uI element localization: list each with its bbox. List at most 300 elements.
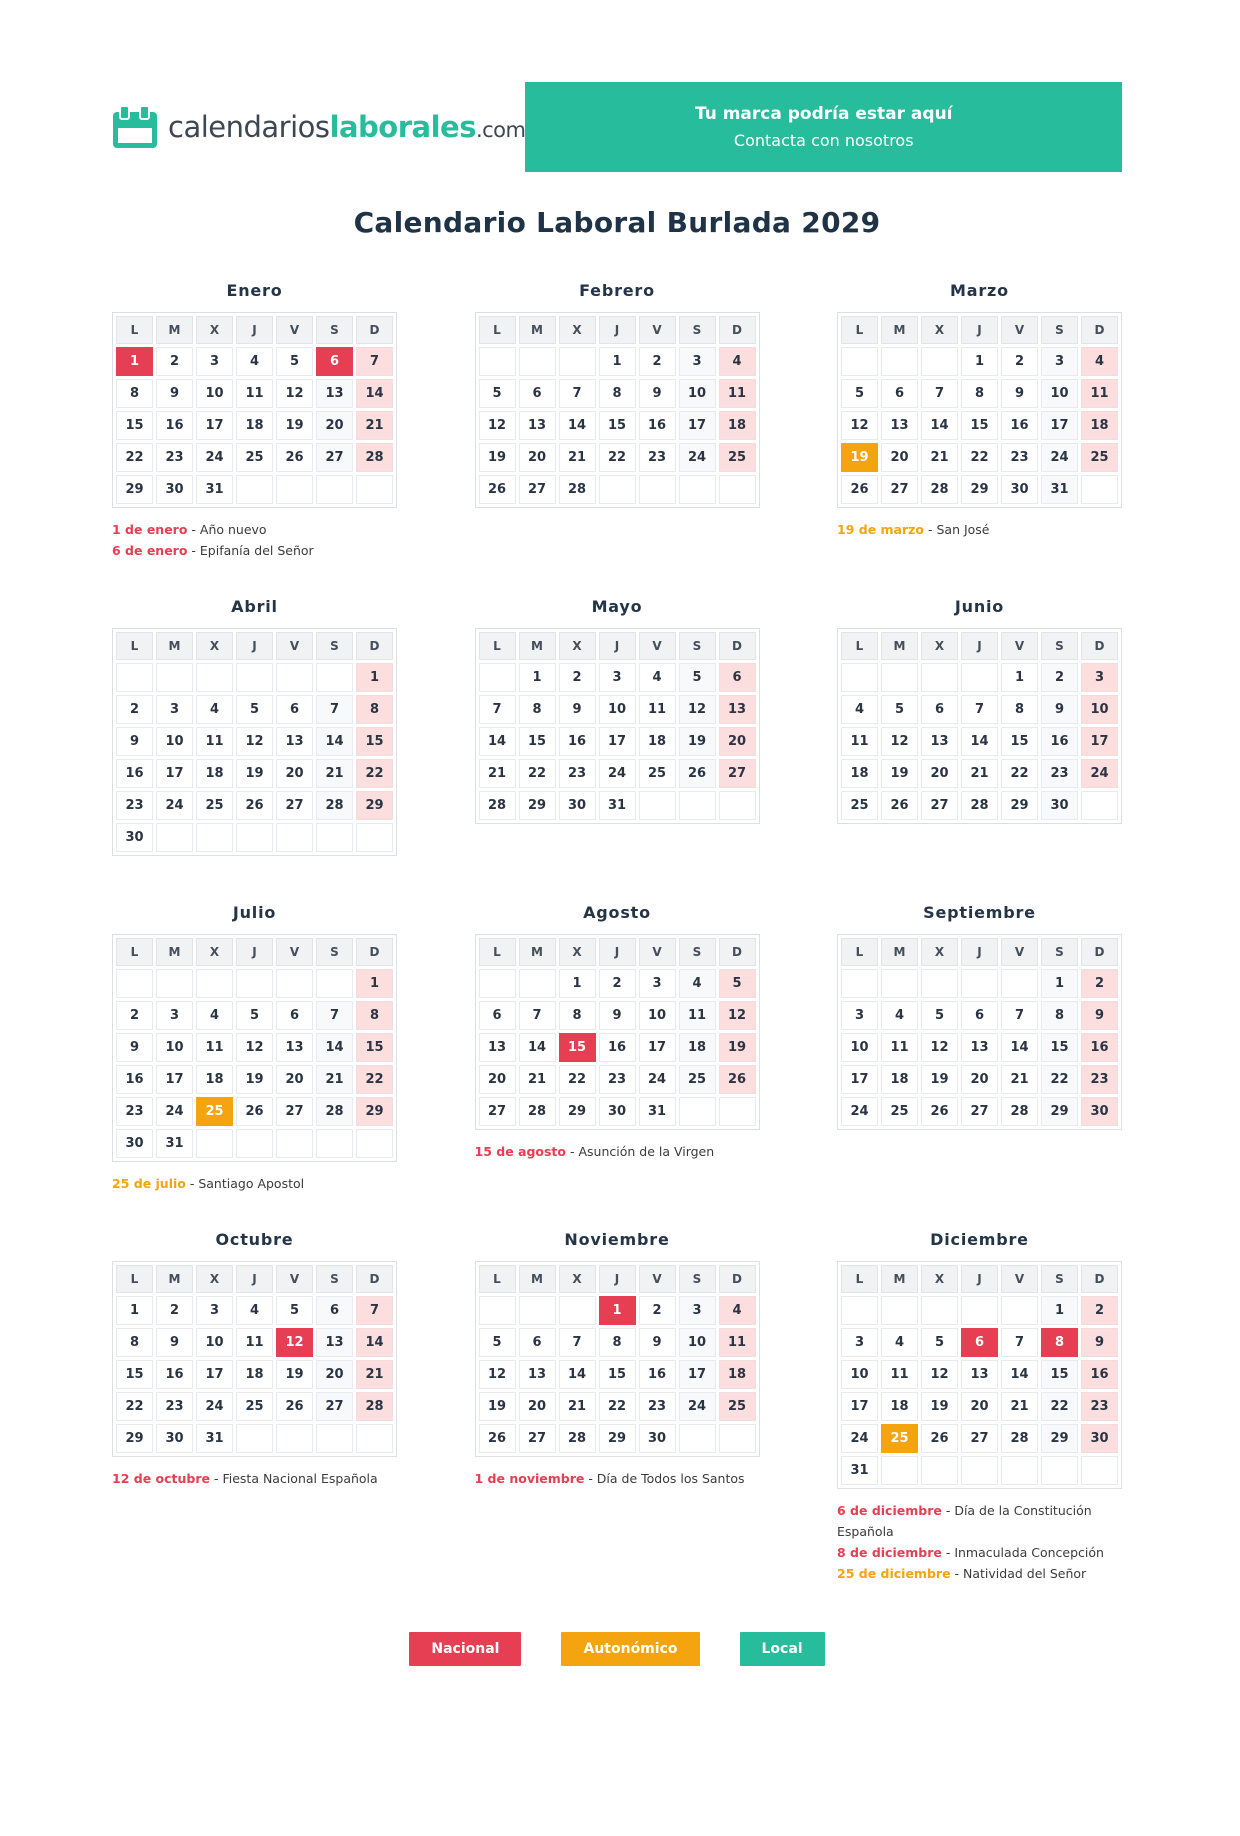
day-cell: 12 [881, 727, 918, 756]
week-row [116, 1001, 393, 1030]
day-cell: 27 [316, 1392, 353, 1421]
weekday-header: M [519, 1265, 556, 1293]
months-grid [112, 281, 1122, 1584]
month-title: Mayo [591, 597, 643, 616]
day-cell: 7 [921, 379, 958, 408]
day-cell: 5 [679, 663, 716, 692]
week-row [479, 663, 756, 692]
day-cell: 13 [316, 1328, 353, 1357]
day-cell: 10 [679, 1328, 716, 1357]
week-row [479, 791, 756, 820]
weekday-header: L [116, 632, 153, 660]
day-cell: 14 [356, 1328, 393, 1357]
day-cell: 10 [599, 695, 636, 724]
month-block [112, 597, 397, 867]
week-row [116, 791, 393, 820]
day-cell: 28 [559, 1424, 596, 1453]
day-cell: 27 [881, 475, 918, 504]
empty-cell [679, 791, 716, 820]
weekday-header: X [559, 1265, 596, 1293]
day-cell: 10 [1081, 695, 1118, 724]
empty-cell [719, 475, 756, 504]
weekday-header: M [156, 1265, 193, 1293]
empty-cell [719, 791, 756, 820]
day-cell: 19 [479, 443, 516, 472]
day-cell: 18 [719, 1360, 756, 1389]
day-cell: 4 [719, 1296, 756, 1325]
weekday-header: V [1001, 316, 1038, 344]
day-cell: 22 [519, 759, 556, 788]
day-cell: 28 [356, 1392, 393, 1421]
holiday-note [112, 540, 397, 561]
month-block [837, 281, 1122, 540]
day-cell: 27 [276, 1097, 313, 1126]
weekday-header: M [881, 1265, 918, 1293]
day-cell: 27 [961, 1097, 998, 1126]
month-title: Septiembre [923, 903, 1036, 922]
day-cell: 4 [236, 1296, 273, 1325]
week-row [116, 1392, 393, 1421]
day-cell: 8 [116, 1328, 153, 1357]
day-cell: 20 [519, 1392, 556, 1421]
empty-cell [316, 969, 353, 998]
day-cell: 15 [599, 411, 636, 440]
month-block [837, 1230, 1122, 1584]
day-cell: 13 [961, 1360, 998, 1389]
empty-cell [881, 347, 918, 376]
day-cell: 11 [196, 1033, 233, 1062]
day-cell: 16 [156, 1360, 193, 1389]
day-cell: 26 [719, 1065, 756, 1094]
weekday-header: S [679, 1265, 716, 1293]
day-cell: 3 [156, 695, 193, 724]
weekday-header: V [1001, 1265, 1038, 1293]
day-cell: 30 [639, 1424, 676, 1453]
day-cell: 13 [719, 695, 756, 724]
weekday-header: D [356, 316, 393, 344]
day-cell: 9 [639, 379, 676, 408]
weekday-header-row [116, 632, 393, 660]
day-cell: 18 [196, 1065, 233, 1094]
day-cell: 21 [961, 759, 998, 788]
week-row [841, 1360, 1118, 1389]
weekday-header: M [519, 316, 556, 344]
day-cell: 23 [1041, 759, 1078, 788]
day-cell: 26 [921, 1097, 958, 1126]
week-row [116, 1296, 393, 1325]
day-cell: 15 [961, 411, 998, 440]
day-cell: 24 [196, 443, 233, 472]
day-cell: 22 [1041, 1392, 1078, 1421]
weekday-header: M [519, 632, 556, 660]
holiday-note-text: - Epifanía del Señor [187, 543, 314, 558]
day-cell: 16 [156, 411, 193, 440]
empty-cell [921, 969, 958, 998]
holiday-day-cell: 1 [599, 1296, 636, 1325]
empty-cell [316, 1424, 353, 1453]
weekday-header-row [479, 1265, 756, 1293]
week-row [841, 759, 1118, 788]
calendar-logo-icon [112, 105, 158, 149]
weekday-header: V [639, 938, 676, 966]
day-cell: 3 [196, 1296, 233, 1325]
day-cell: 16 [599, 1033, 636, 1062]
day-cell: 16 [639, 411, 676, 440]
empty-cell [639, 791, 676, 820]
weekday-header: X [921, 632, 958, 660]
day-cell: 1 [1001, 663, 1038, 692]
week-row [116, 443, 393, 472]
empty-cell [961, 969, 998, 998]
day-cell: 21 [559, 443, 596, 472]
banner-headline: Tu marca podría estar aquí [694, 104, 953, 124]
day-cell: 31 [196, 475, 233, 504]
day-cell: 18 [196, 759, 233, 788]
weekday-header: X [559, 632, 596, 660]
day-cell: 3 [196, 347, 233, 376]
day-cell: 24 [679, 443, 716, 472]
day-cell: 9 [1041, 695, 1078, 724]
holiday-day-cell: 25 [196, 1097, 233, 1126]
day-cell: 3 [841, 1001, 878, 1030]
day-cell: 8 [599, 379, 636, 408]
weekday-header: J [961, 1265, 998, 1293]
empty-cell [156, 969, 193, 998]
weekday-header: L [479, 316, 516, 344]
day-cell: 2 [599, 969, 636, 998]
month-table [837, 934, 1122, 1130]
day-cell: 17 [156, 759, 193, 788]
day-cell: 22 [599, 1392, 636, 1421]
day-cell: 19 [276, 1360, 313, 1389]
logo-wordmark: calendarioslaborales.com [168, 110, 526, 144]
day-cell: 3 [599, 663, 636, 692]
day-cell: 10 [156, 1033, 193, 1062]
week-row [841, 727, 1118, 756]
day-cell: 9 [1001, 379, 1038, 408]
day-cell: 14 [519, 1033, 556, 1062]
week-row [479, 1033, 756, 1062]
month-title: Febrero [579, 281, 655, 300]
empty-cell [356, 1129, 393, 1158]
day-cell: 14 [921, 411, 958, 440]
autonomico-legend-button[interactable]: Autonómico [561, 1632, 699, 1666]
holiday-note [475, 1468, 760, 1489]
week-row [116, 1033, 393, 1062]
weekday-header: J [599, 1265, 636, 1293]
empty-cell [316, 1129, 353, 1158]
holiday-note [475, 1141, 760, 1162]
day-cell: 7 [356, 347, 393, 376]
day-cell: 18 [236, 1360, 273, 1389]
weekday-header: D [719, 632, 756, 660]
day-cell: 20 [276, 1065, 313, 1094]
day-cell: 5 [719, 969, 756, 998]
day-cell: 5 [921, 1328, 958, 1357]
month-table [475, 628, 760, 824]
day-cell: 29 [116, 1424, 153, 1453]
weekday-header-row [116, 1265, 393, 1293]
weekday-header-row [116, 316, 393, 344]
day-cell: 4 [236, 347, 273, 376]
day-cell: 17 [1041, 411, 1078, 440]
day-cell: 2 [1081, 969, 1118, 998]
month-table [837, 1261, 1122, 1489]
weekday-header: V [276, 316, 313, 344]
day-cell: 1 [356, 663, 393, 692]
day-cell: 7 [961, 695, 998, 724]
day-cell: 25 [719, 443, 756, 472]
day-cell: 5 [841, 379, 878, 408]
empty-cell [316, 663, 353, 692]
empty-cell [479, 1296, 516, 1325]
holiday-note-date: 15 de agosto [474, 1144, 566, 1159]
day-cell: 4 [639, 663, 676, 692]
day-cell: 22 [1001, 759, 1038, 788]
day-cell: 12 [921, 1033, 958, 1062]
empty-cell [196, 823, 233, 852]
day-cell: 22 [961, 443, 998, 472]
ad-banner[interactable] [525, 82, 1122, 172]
day-cell: 18 [881, 1065, 918, 1094]
holiday-day-cell: 15 [559, 1033, 596, 1062]
empty-cell [559, 347, 596, 376]
day-cell: 13 [519, 411, 556, 440]
weekday-header-row [479, 632, 756, 660]
day-cell: 29 [519, 791, 556, 820]
day-cell: 10 [679, 379, 716, 408]
week-row [479, 759, 756, 788]
day-cell: 6 [316, 1296, 353, 1325]
day-cell: 24 [679, 1392, 716, 1421]
day-cell: 24 [639, 1065, 676, 1094]
day-cell: 29 [356, 1097, 393, 1126]
empty-cell [1001, 1456, 1038, 1485]
day-cell: 26 [841, 475, 878, 504]
day-cell: 15 [356, 727, 393, 756]
day-cell: 17 [841, 1065, 878, 1094]
day-cell: 12 [921, 1360, 958, 1389]
day-cell: 18 [1081, 411, 1118, 440]
holiday-note-text: - Inmaculada Concepción [941, 1545, 1104, 1560]
month-block [837, 597, 1122, 835]
weekday-header: J [599, 632, 636, 660]
day-cell: 9 [559, 695, 596, 724]
month-notes [112, 1468, 397, 1489]
day-cell: 20 [881, 443, 918, 472]
week-row [841, 1033, 1118, 1062]
day-cell: 26 [276, 443, 313, 472]
day-cell: 12 [276, 379, 313, 408]
weekday-header: D [719, 938, 756, 966]
empty-cell [316, 823, 353, 852]
empty-cell [116, 969, 153, 998]
day-cell: 7 [316, 1001, 353, 1030]
weekday-header: S [1041, 1265, 1078, 1293]
day-cell: 1 [1041, 1296, 1078, 1325]
day-cell: 9 [1081, 1001, 1118, 1030]
empty-cell [961, 663, 998, 692]
day-cell: 31 [639, 1097, 676, 1126]
empty-cell [156, 663, 193, 692]
day-cell: 15 [1041, 1360, 1078, 1389]
day-cell: 15 [116, 1360, 153, 1389]
weekday-header: L [841, 938, 878, 966]
weekday-header: D [356, 1265, 393, 1293]
week-row [479, 443, 756, 472]
empty-cell [559, 1296, 596, 1325]
day-cell: 11 [841, 727, 878, 756]
week-row [841, 1392, 1118, 1421]
month-block [475, 281, 760, 519]
day-cell: 28 [559, 475, 596, 504]
day-cell: 11 [1081, 379, 1118, 408]
weekday-header: S [316, 632, 353, 660]
empty-cell [519, 347, 556, 376]
day-cell: 25 [1081, 443, 1118, 472]
weekday-header: L [841, 1265, 878, 1293]
weekday-header: V [1001, 938, 1038, 966]
month-notes [112, 519, 397, 561]
day-cell: 18 [719, 411, 756, 440]
weekday-header: S [679, 316, 716, 344]
day-cell: 23 [1081, 1392, 1118, 1421]
month-title: Diciembre [930, 1230, 1029, 1249]
week-row [479, 379, 756, 408]
day-cell: 14 [1001, 1033, 1038, 1062]
day-cell: 25 [719, 1392, 756, 1421]
day-cell: 28 [479, 791, 516, 820]
day-cell: 4 [1081, 347, 1118, 376]
day-cell: 21 [479, 759, 516, 788]
day-cell: 4 [196, 1001, 233, 1030]
day-cell: 30 [559, 791, 596, 820]
day-cell: 1 [356, 969, 393, 998]
week-row [116, 727, 393, 756]
weekday-header-row [841, 316, 1118, 344]
holiday-note-date: 1 de enero [112, 522, 188, 537]
weekday-header: S [316, 316, 353, 344]
empty-cell [356, 823, 393, 852]
month-title: Noviembre [564, 1230, 670, 1249]
week-row [116, 347, 393, 376]
day-cell: 1 [599, 347, 636, 376]
holiday-note [112, 1468, 397, 1489]
empty-cell [236, 1129, 273, 1158]
day-cell: 21 [356, 411, 393, 440]
month-title: Agosto [583, 903, 651, 922]
empty-cell [479, 969, 516, 998]
day-cell: 15 [356, 1033, 393, 1062]
day-cell: 19 [719, 1033, 756, 1062]
week-row [479, 347, 756, 376]
day-cell: 21 [1001, 1392, 1038, 1421]
day-cell: 15 [1001, 727, 1038, 756]
day-cell: 26 [236, 1097, 273, 1126]
day-cell: 30 [599, 1097, 636, 1126]
day-cell: 7 [1001, 1328, 1038, 1357]
day-cell: 24 [1041, 443, 1078, 472]
day-cell: 12 [479, 1360, 516, 1389]
weekday-header: X [559, 316, 596, 344]
day-cell: 29 [356, 791, 393, 820]
day-cell: 28 [921, 475, 958, 504]
empty-cell [679, 475, 716, 504]
empty-cell [961, 1296, 998, 1325]
day-cell: 14 [479, 727, 516, 756]
day-cell: 23 [116, 791, 153, 820]
day-cell: 8 [1041, 1001, 1078, 1030]
day-cell: 2 [116, 1001, 153, 1030]
day-cell: 9 [156, 379, 193, 408]
day-cell: 17 [639, 1033, 676, 1062]
empty-cell [1041, 1456, 1078, 1485]
day-cell: 7 [1001, 1001, 1038, 1030]
month-table [112, 934, 397, 1162]
day-cell: 28 [961, 791, 998, 820]
weekday-header: S [1041, 632, 1078, 660]
day-cell: 30 [1081, 1097, 1118, 1126]
banner-contact-link[interactable]: Contacta con nosotros [733, 131, 914, 150]
day-cell: 20 [961, 1392, 998, 1421]
nacional-legend-button[interactable]: Nacional [409, 1632, 521, 1666]
holiday-note-text: - Asunción de la Virgen [566, 1144, 715, 1159]
week-row [841, 791, 1118, 820]
empty-cell [196, 969, 233, 998]
week-row [841, 663, 1118, 692]
weekday-header: D [1081, 1265, 1118, 1293]
day-cell: 11 [881, 1360, 918, 1389]
month-title: Abril [231, 597, 278, 616]
day-cell: 23 [116, 1097, 153, 1126]
day-cell: 14 [316, 1033, 353, 1062]
site-logo[interactable] [112, 105, 525, 149]
day-cell: 5 [236, 695, 273, 724]
day-cell: 6 [519, 1328, 556, 1357]
month-title: Octubre [215, 1230, 294, 1249]
day-cell: 28 [1001, 1097, 1038, 1126]
day-cell: 2 [559, 663, 596, 692]
day-cell: 19 [921, 1065, 958, 1094]
weekday-header: X [921, 1265, 958, 1293]
day-cell: 3 [841, 1328, 878, 1357]
month-notes [837, 519, 1122, 540]
empty-cell [639, 475, 676, 504]
month-table [112, 312, 397, 508]
local-legend-button[interactable]: Local [740, 1632, 825, 1666]
holiday-note-date: 25 de julio [112, 1176, 186, 1191]
weekday-header: V [276, 938, 313, 966]
day-cell: 2 [639, 1296, 676, 1325]
day-cell: 22 [559, 1065, 596, 1094]
day-cell: 18 [881, 1392, 918, 1421]
page-title: Calendario Laboral Burlada 2029 [353, 206, 881, 239]
day-cell: 5 [921, 1001, 958, 1030]
empty-cell [236, 475, 273, 504]
day-cell: 7 [479, 695, 516, 724]
day-cell: 26 [679, 759, 716, 788]
month-block [837, 903, 1122, 1141]
week-row [116, 411, 393, 440]
day-cell: 14 [559, 411, 596, 440]
holiday-note-text: - Día de la Constitución Española [837, 1503, 1092, 1539]
day-cell: 30 [1041, 791, 1078, 820]
empty-cell [921, 663, 958, 692]
month-table [475, 312, 760, 508]
day-cell: 10 [841, 1360, 878, 1389]
day-cell: 27 [276, 791, 313, 820]
day-cell: 13 [961, 1033, 998, 1062]
